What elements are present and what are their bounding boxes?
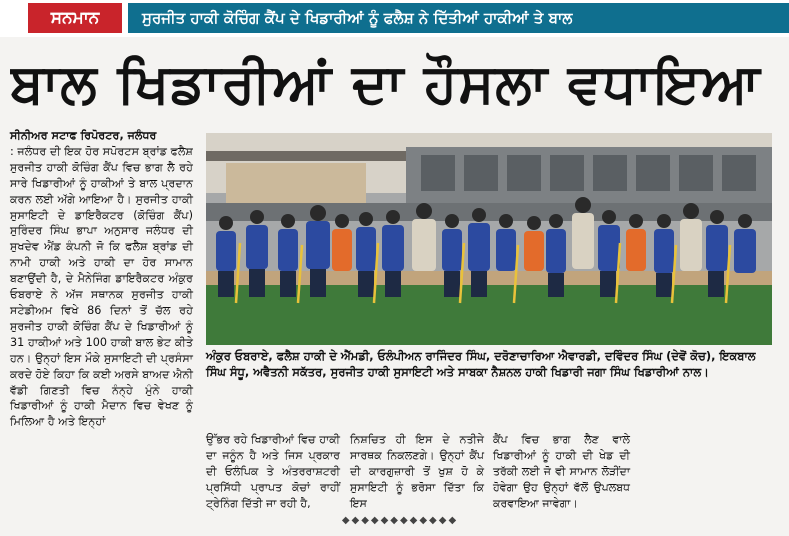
article-column-4: ਕੈਂਪ ਵਿਚ ਭਾਗ ਲੈਣ ਵਾਲੇ ਖਿਡਾਰੀਆਂ ਨੂੰ ਹਾਕੀ ਦੀ ਖੇਡ ਦੀ ਤਰੱਕੀ ਲਈ ਜੋ ਵੀ ਸਾਮਾਨ ਲੋੜੀਂਦਾ ਹੋਵੇਗਾ ਉਹ ਉਨ੍ਹਾਂ ਵੱਲੋਂ ਉਪਲਬਧ ਕਰਵਾਇਆ ਜਾਵੇਗਾ। [493,433,630,510]
news-photo [206,133,772,345]
headline: ਬਾਲ ਖਿਡਾਰੀਆਂ ਦਾ ਹੌਸਲਾ ਵਧਾਇਆ [10,52,761,115]
byline: ਸੀਨੀਅਰ ਸਟਾਫ ਰਿਪੋਰਟਰ, ਜਲੰਧਰ [10,129,157,142]
article-column-2: ਉੱਭਰ ਰਹੇ ਖਿਡਾਰੀਆਂ ਵਿਚ ਹਾਕੀ ਦਾ ਜਨੂੰਨ ਹੈ ਅਤੇ ਜਿਸ ਪ੍ਰਕਾਰ ਦੀ ਓਲੰਪਿਕ ਤੇ ਅੰਤਰਰਾਸ਼ਟਰੀ ਪ੍ਰਸਿੱਧੀ ਪ੍ਰਾਪਤ ਕੋਚਾਂ ਰਾਹੀਂ ਟ੍ਰੇਨਿੰਗ ਦਿੱਤੀ ਜਾ ਰਹੀ ਹੈ, [206,433,340,510]
hockey-team-photo [206,133,772,345]
section-header-bar [0,0,789,37]
kicker-strap: ਸੁਰਜੀਤ ਹਾਕੀ ਕੋਚਿੰਗ ਕੈਂਪ ਦੇ ਖਿਡਾਰੀਆਂ ਨੂੰ ਫਲੈਸ਼ ਨੇ ਦਿੱਤੀਆਂ ਹਾਕੀਆਂ ਤੇ ਬਾਲ [128,3,789,33]
article-column-3: ਨਿਸ਼ਚਿਤ ਹੀ ਇਸ ਦੇ ਨਤੀਜੇ ਸਾਰਥਕ ਨਿਕਲਣਗੇ। ਉਨ੍ਹਾਂ ਕੈਂਪ ਦੀ ਕਾਰਗੁਜ਼ਾਰੀ ਤੋਂ ਖੁਸ਼ ਹੋ ਕੇ ਸੁਸਾਇਟੀ ਨੂੰ ਭਰੋਸਾ ਦਿੱਤਾ ਕਿ ਇਸ [350,433,484,510]
lead-paragraph: : ਜਲੰਧਰ ਦੀ ਇਕ ਹੋਰ ਸਪੋਰਟਸ ਬ੍ਰਾਂਡ ਫਲੈਸ਼ ਸੁਰਜੀਤ ਹਾਕੀ ਕੋਚਿੰਗ ਕੈਂਪ ਵਿਚ ਭਾਗ ਲੈ ਰਹੇ ਸਾਰੇ ਖਿਡਾਰੀਆਂ ਨੂੰ ਹਾਕੀਆਂ ਤੇ ਬਾਲ ਪ੍ਰਦਾਨ ਕਰਨ ਲਈ ਅੱਗੇ ਆਇਆ ਹੈ। ਸੁਰਜੀਤ ਹਾਕੀ ਸੁਸਾਇਟੀ ਦੇ ਡਾਇਰੈਕਟਰ (ਕੋਚਿੰਗ ਕੈਂਪ) ਸੁਰਿੰਦਰ ਸਿੰਘ ਭਾਪਾ ਅਨੁਸਾਰ ਜਲੰਧਰ ਦੀ ਸੁਖਦੇਵ ਐਂਡ ਕੰਪਨੀ ਜੋ ਕਿ ਫਲੈਸ਼ ਬ੍ਰਾਂਡ ਦੀ ਨਾਮੀ ਹਾਕੀ ਅਤੇ ਹਾਕੀ ਦਾ ਹੋਰ ਸਾਮਾਨ ਬਣਾਉਂਦੀ ਹੈ, ਦੇ ਮੈਨੇਜਿੰਗ ਡਾਇਰੈਕਟਰ ਅੰਕੁਰ ਓਬਰਾਏ ਨੇ ਅੱਜ ਸਥਾਨਕ ਸੁਰਜੀਤ ਹਾਕੀ ਸਟੇਡੀਅਮ ਵਿਖੇ 86 ਦਿਨਾਂ ਤੋਂ ਚੱਲ ਰਹੇ ਸੁਰਜੀਤ ਹਾਕੀ ਕੋਚਿੰਗ ਕੈਂਪ ਦੇ ਖਿਡਾਰੀਆਂ ਨੂੰ 31 ਹਾਕੀਆਂ ਅਤੇ 100 ਹਾਕੀ ਬਾਲ ਭੇਟ ਕੀਤੇ ਹਨ। ਉਨ੍ਹਾਂ ਇਸ ਮੌਕੇ ਸੁਸਾਇਟੀ ਦੀ ਪ੍ਰਸੰਸਾ ਕਰਦੇ ਹੋਏ ਕਿਹਾ ਕਿ ਕਈ ਅਰਸੇ ਬਾਅਦ ਐਨੀ ਵੱਡੀ ਗਿਣਤੀ ਵਿਚ ਨੰਨ੍ਹੇ ਮੁੰਨੇ ਹਾਕੀ ਖਿਡਾਰੀਆਂ ਨੂੰ ਹਾਕੀ ਮੈਦਾਨ ਵਿਚ ਵੇਖਣ ਨੂੰ ਮਿਲਿਆ ਹੈ ਅਤੇ ਇਨ੍ਹਾਂ [10,144,193,429]
page-divider-dots: ◆◆◆◆◆◆◆◆◆◆◆◆ [341,515,459,526]
section-tag: ਸਨਮਾਨ [28,3,122,33]
article-column-1 [10,128,193,430]
photo-caption: ਅੰਕੁਰ ਓਬਰਾਏ, ਫਲੈਸ਼ ਹਾਕੀ ਦੇ ਐੱਮਡੀ, ਓਲੰਪੀਅਨ ਰਾਜਿੰਦਰ ਸਿੰਘ, ਦਰੋਣਾਚਾਰਿਆ ਐਵਾਰਡੀ, ਦਵਿੰਦਰ ਸਿੰਘ (ਦੇਵੋਂ ਕੋਚ), ਇਕਬਾਲ ਸਿੰਘ ਸੰਧੂ, ਅਵੈਤਨੀ ਸਕੱਤਰ, ਸੁਰਜੀਤ ਹਾਕੀ ਸੁਸਾਇਟੀ ਅਤੇ ਸਾਬਕਾ ਨੈਸ਼ਨਲ ਹਾਕੀ ਖਿਡਾਰੀ ਜਗਾ ਸਿੰਘ ਖਿਡਾਰੀਆਂ ਨਾਲ। [206,349,756,379]
